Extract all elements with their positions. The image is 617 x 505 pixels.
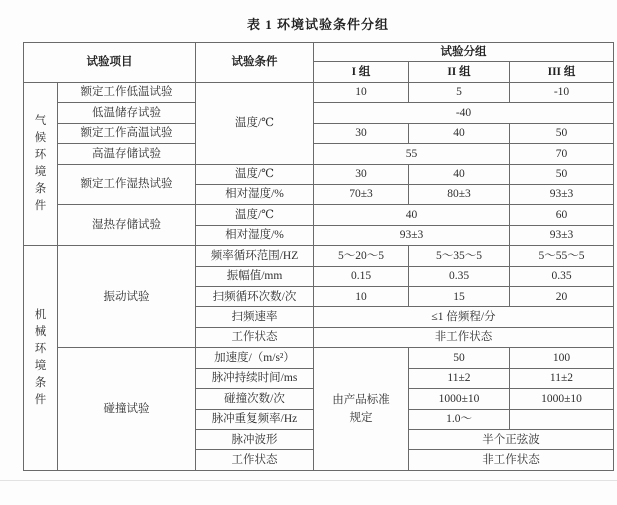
condition-label: 工作状态 <box>196 450 314 471</box>
value-cell-text: 由产品标准规定 <box>332 394 390 425</box>
item-label: 高温存储试验 <box>58 144 196 164</box>
value-cell: 5～35～5 <box>409 246 510 266</box>
value-cell: -40 <box>314 103 614 123</box>
table-row <box>24 246 614 266</box>
item-label: 振动试验 <box>58 246 196 348</box>
condition-label: 碰撞次数/次 <box>196 389 314 409</box>
page-edge-line <box>0 480 617 481</box>
category-mechanical <box>24 246 58 471</box>
value-cell: 30 <box>314 123 409 143</box>
value-cell: 30 <box>314 164 409 184</box>
value-cell: 20 <box>510 287 614 307</box>
condition-label: 扫频速率 <box>196 307 314 327</box>
value-cell: 93±3 <box>510 225 614 245</box>
value-cell: 70 <box>510 144 614 164</box>
table-row <box>24 164 614 184</box>
value-cell: 1000±10 <box>409 389 510 409</box>
value-cell: 100 <box>510 348 614 368</box>
header-group-1: I 组 <box>314 62 409 82</box>
table-row <box>24 348 614 368</box>
value-cell: 10 <box>314 287 409 307</box>
item-label: 湿热存储试验 <box>58 205 196 246</box>
value-cell: 80±3 <box>409 184 510 204</box>
condition-label: 扫频循环次数/次 <box>196 287 314 307</box>
value-cell: 非工作状态 <box>314 327 614 347</box>
value-cell: 0.15 <box>314 266 409 286</box>
condition-label: 温度/℃ <box>196 205 314 225</box>
table-row <box>24 144 614 164</box>
value-cell: 非工作状态 <box>409 450 614 471</box>
value-cell: 11±2 <box>510 368 614 388</box>
table-title: 表 1 环境试验条件分组 <box>246 17 389 32</box>
value-cell: 1.0～ <box>409 409 510 429</box>
value-cell: 93±3 <box>510 184 614 204</box>
category-mechanical-label: 机械环境条件 <box>34 309 47 407</box>
value-cell: 55 <box>314 144 510 164</box>
value-cell: 50 <box>409 348 510 368</box>
value-cell <box>510 409 614 429</box>
value-cell: 15 <box>409 287 510 307</box>
condition-label: 脉冲重复频率/Hz <box>196 409 314 429</box>
header-group-3: III 组 <box>510 62 614 82</box>
value-cell: 40 <box>314 205 510 225</box>
header-group-2: II 组 <box>409 62 510 82</box>
condition-label: 相对湿度/% <box>196 184 314 204</box>
condition-label: 温度/℃ <box>196 164 314 184</box>
value-cell: 93±3 <box>314 225 510 245</box>
environment-test-table <box>23 42 614 471</box>
value-cell: 70±3 <box>314 184 409 204</box>
condition-label: 相对湿度/% <box>196 225 314 245</box>
table-row <box>24 123 614 143</box>
header-row-1 <box>24 43 614 62</box>
value-cell: 半个正弦波 <box>409 430 614 450</box>
condition-label: 频率循环范围/HZ <box>196 246 314 266</box>
condition-label: 工作状态 <box>196 327 314 347</box>
value-cell: 40 <box>409 123 510 143</box>
category-climate-label: 气候环境条件 <box>34 115 47 213</box>
item-label: 额定工作低温试验 <box>58 82 196 102</box>
value-cell: ≤1 倍频程/分 <box>314 307 614 327</box>
value-cell: 1000±10 <box>510 389 614 409</box>
value-cell: 0.35 <box>510 266 614 286</box>
condition-label: 脉冲波形 <box>196 430 314 450</box>
value-cell: 50 <box>510 164 614 184</box>
condition-label: 脉冲持续时间/ms <box>196 368 314 388</box>
item-label: 低温储存试验 <box>58 103 196 123</box>
condition-label: 加速度/（m/s²） <box>196 348 314 368</box>
table-row <box>24 82 614 102</box>
value-cell: 5～20～5 <box>314 246 409 266</box>
value-cell <box>314 348 409 471</box>
value-cell: 5～55～5 <box>510 246 614 266</box>
item-label: 额定工作高温试验 <box>58 123 196 143</box>
header-test-group: 试验分组 <box>314 43 614 62</box>
condition-label: 振幅值/mm <box>196 266 314 286</box>
item-label: 额定工作湿热试验 <box>58 164 196 205</box>
value-cell: 50 <box>510 123 614 143</box>
value-cell: 60 <box>510 205 614 225</box>
category-climate <box>24 82 58 245</box>
header-test-condition: 试验条件 <box>196 43 314 83</box>
value-cell: 10 <box>314 82 409 102</box>
value-cell: 40 <box>409 164 510 184</box>
value-cell: 5 <box>409 82 510 102</box>
table-row <box>24 103 614 123</box>
value-cell: 0.35 <box>409 266 510 286</box>
condition-label: 温度/℃ <box>196 82 314 164</box>
value-cell: 11±2 <box>409 368 510 388</box>
header-test-item: 试验项目 <box>24 43 196 83</box>
table-row <box>24 205 614 225</box>
value-cell: -10 <box>510 82 614 102</box>
item-label: 碰撞试验 <box>58 348 196 471</box>
